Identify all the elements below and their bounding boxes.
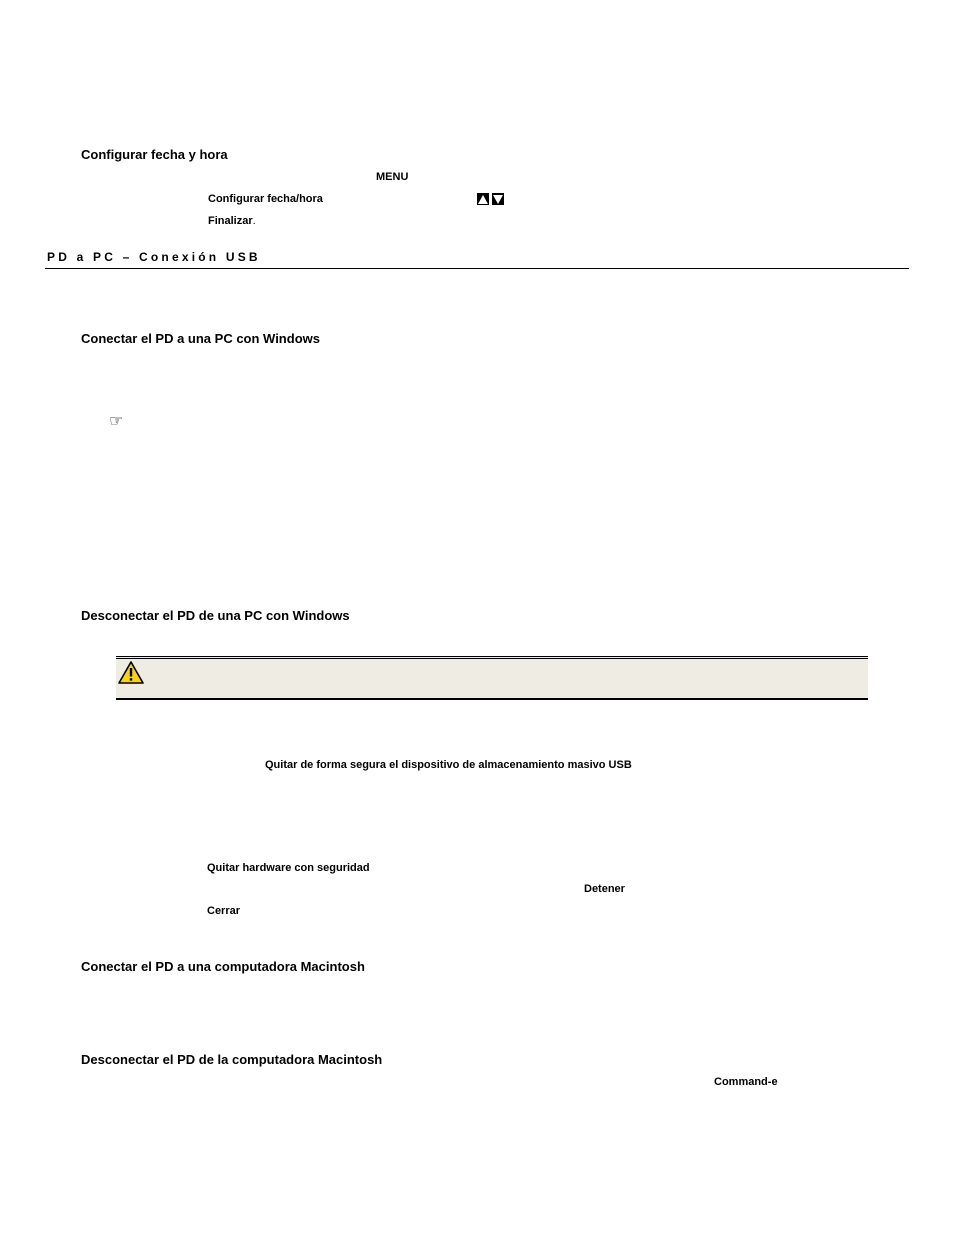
arrow-keys	[477, 193, 504, 205]
pointing-hand-icon: ☞	[109, 411, 124, 430]
connect-windows-heading: Conectar el PD a una PC con Windows	[81, 331, 320, 346]
close-button-label: Cerrar	[207, 905, 241, 917]
finish-option	[208, 215, 256, 227]
down-arrow-icon	[492, 193, 504, 205]
disconnect-windows-heading: Desconectar el PD de una PC con Windows	[81, 608, 350, 623]
section-divider	[45, 268, 909, 269]
menu-key-label: MENU	[376, 171, 409, 183]
finish-option-label: Finalizar	[208, 215, 253, 227]
finish-period: .	[252, 215, 256, 227]
up-arrow-icon	[477, 193, 489, 205]
warning-icon	[118, 661, 144, 689]
configure-date-time-option: Configurar fecha/hora	[208, 193, 323, 205]
disconnect-mac-heading: Desconectar el PD de la computadora Macintosh	[81, 1052, 383, 1067]
safe-remove-hardware-label: Quitar hardware con seguridad	[207, 862, 370, 874]
command-e-shortcut: Command-e	[714, 1076, 778, 1088]
safe-remove-usb-label: Quitar de forma segura el dispositivo de almacenamiento masivo USB	[265, 759, 632, 771]
date-time-heading: Configurar fecha y hora	[81, 147, 228, 162]
stop-button-label: Detener	[584, 883, 625, 895]
connect-mac-heading: Conectar el PD a una computadora Macintosh	[81, 959, 365, 974]
section-title: PD a PC – Conexión USB	[47, 250, 261, 264]
warning-box	[116, 656, 868, 700]
